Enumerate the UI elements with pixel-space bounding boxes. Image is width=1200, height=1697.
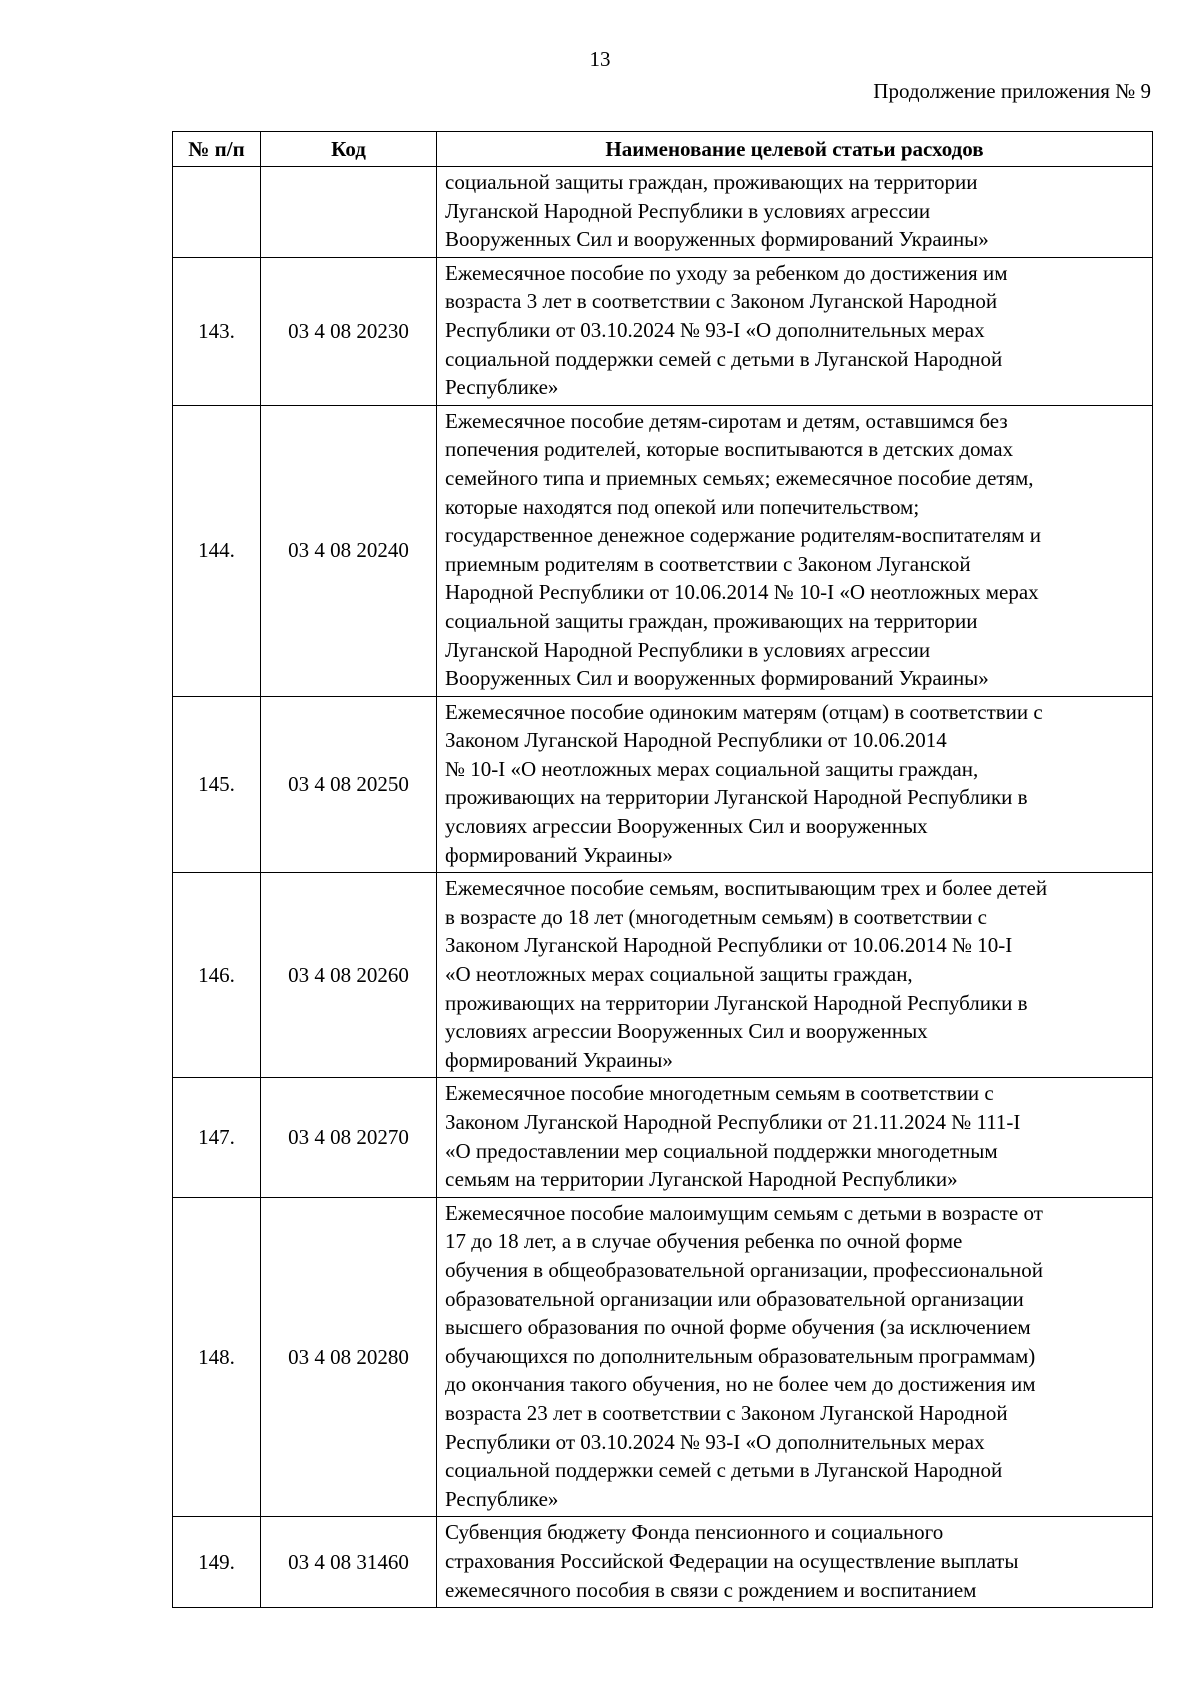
description-line: до окончания такого обучения, но не более чем до достижения им — [445, 1372, 1036, 1397]
description-line: «О предоставлении мер социальной поддержки многодетным — [445, 1138, 998, 1163]
table-body — [173, 167, 1153, 1608]
description-line: Народной Республики от 10.06.2014 № 10-I «О неотложных мерах — [445, 580, 1039, 605]
appendix-continuation-label: Продолжение приложения № 9 — [873, 79, 1151, 103]
page-number: 13 — [589, 47, 611, 71]
table-row — [173, 257, 1153, 405]
description-line: страхования Российской Федерации на осуществление выплаты — [445, 1548, 1019, 1573]
description-line: Ежемесячное пособие малоимущим семьям с детьми в возрасте от — [445, 1200, 1043, 1225]
table-row — [173, 405, 1153, 696]
description-line: семьям на территории Луганской Народной Республики» — [445, 1167, 958, 1192]
description-line: приемным родителям в соответствии с Законом Луганской — [445, 551, 971, 576]
row-description — [437, 873, 1153, 1078]
description-line: образовательной организации или образовательной организации — [445, 1286, 1024, 1311]
description-line: Законом Луганской Народной Республики от 10.06.2014 — [445, 728, 947, 753]
description-line: Республике» — [445, 375, 559, 400]
description-line: возраста 3 лет в соответствии с Законом Луганской Народной — [445, 289, 998, 314]
description-line: которые находятся под опекой или попечительством; — [445, 494, 920, 519]
row-number: 146. — [173, 873, 261, 1078]
description-line: Республике» — [445, 1486, 559, 1511]
description-line: Законом Луганской Народной Республики от 10.06.2014 № 10-I — [445, 933, 1013, 958]
description-line: высшего образования по очной форме обучения (за исключением — [445, 1315, 1031, 1340]
description-line: обучающихся по дополнительным образовательным программам) — [445, 1343, 1036, 1368]
description-line: социальной поддержки семей с детьми в Луганской Народной — [445, 1458, 1003, 1483]
description-line: формирований Украины» — [445, 1047, 673, 1072]
row-number: 145. — [173, 696, 261, 873]
description-line: обучения в общеобразовательной организации, профессиональной — [445, 1257, 1043, 1282]
row-description — [437, 405, 1153, 696]
budget-items-table — [172, 131, 1153, 1608]
description-line: Ежемесячное пособие одиноким матерям (отцам) в соответствии с — [445, 699, 1043, 724]
description-line: в возрасте до 18 лет (многодетным семьям) в соответствии с — [445, 904, 987, 929]
row-number — [173, 167, 261, 258]
row-number: 147. — [173, 1078, 261, 1197]
description-line: Республики от 03.10.2024 № 93-I «О дополнительных мерах — [445, 317, 985, 342]
description-line: проживающих на территории Луганской Народной Республики в — [445, 990, 1028, 1015]
description-line: Ежемесячное пособие детям-сиротам и детям, оставшимся без — [445, 408, 1008, 433]
row-code: 03 4 08 20250 — [261, 696, 437, 873]
description-line: попечения родителей, которые воспитываются в детских домах — [445, 437, 1014, 462]
description-line: семейного типа и приемных семьях; ежемесячное пособие детям, — [445, 465, 1034, 490]
description-line: Законом Луганской Народной Республики от 21.11.2024 № 111-I — [445, 1110, 1021, 1134]
row-description — [437, 1517, 1153, 1608]
description-line: социальной поддержки семей с детьми в Луганской Народной — [445, 346, 1003, 371]
table-row — [173, 167, 1153, 258]
description-line: 17 до 18 лет, а в случае обучения ребенка по очной форме — [445, 1229, 963, 1254]
row-code: 03 4 08 20230 — [261, 257, 437, 405]
table-header-row — [173, 132, 1153, 167]
row-code: 03 4 08 31460 — [261, 1517, 437, 1608]
row-code: 03 4 08 20260 — [261, 873, 437, 1078]
description-line: Ежемесячное пособие многодетным семьям в соответствии с — [445, 1081, 994, 1106]
description-line: Субвенция бюджету Фонда пенсионного и социального — [445, 1520, 944, 1545]
table-row — [173, 1517, 1153, 1608]
row-number: 143. — [173, 257, 261, 405]
description-line: Республики от 03.10.2024 № 93-I «О дополнительных мерах — [445, 1429, 985, 1454]
description-line: проживающих на территории Луганской Народной Республики в — [445, 785, 1028, 810]
description-line: Луганской Народной Республики в условиях агрессии — [445, 637, 931, 662]
description-line: Луганской Народной Республики в условиях агрессии — [445, 198, 931, 223]
row-description — [437, 257, 1153, 405]
row-description — [437, 167, 1153, 258]
column-header-name: Наименование целевой статьи расходов — [437, 132, 1153, 167]
description-line: Вооруженных Сил и вооруженных формирований Украины» — [445, 227, 989, 252]
description-line: формирований Украины» — [445, 842, 673, 867]
row-description — [437, 696, 1153, 873]
row-description — [437, 1197, 1153, 1517]
column-header-code: Код — [261, 132, 437, 167]
row-code: 03 4 08 20270 — [261, 1078, 437, 1197]
description-line: условиях агрессии Вооруженных Сил и вооруженных — [445, 814, 928, 839]
description-line: «О неотложных мерах социальной защиты граждан, — [445, 962, 913, 987]
row-number: 149. — [173, 1517, 261, 1608]
description-line: № 10-I «О неотложных мерах социальной защиты граждан, — [445, 756, 979, 781]
description-line: ежемесячного пособия в связи с рождением и воспитанием — [445, 1577, 977, 1602]
table-row — [173, 873, 1153, 1078]
table-row — [173, 1197, 1153, 1517]
row-code — [261, 167, 437, 258]
description-line: возраста 23 лет в соответствии с Законом Луганской Народной — [445, 1400, 1008, 1425]
table-row — [173, 1078, 1153, 1197]
description-line: Ежемесячное пособие по уходу за ребенком до достижения им — [445, 260, 1008, 285]
row-description — [437, 1078, 1153, 1197]
table-row — [173, 696, 1153, 873]
description-line: Ежемесячное пособие семьям, воспитывающим трех и более детей — [445, 876, 1048, 901]
description-line: социальной защиты граждан, проживающих на территории — [445, 608, 978, 633]
row-number: 144. — [173, 405, 261, 696]
row-number: 148. — [173, 1197, 261, 1517]
row-code: 03 4 08 20240 — [261, 405, 437, 696]
description-line: государственное денежное содержание родителям-воспитателям и — [445, 523, 1041, 548]
column-header-number: № п/п — [173, 132, 261, 167]
description-line: Вооруженных Сил и вооруженных формирований Украины» — [445, 666, 989, 691]
description-line: условиях агрессии Вооруженных Сил и вооруженных — [445, 1019, 928, 1044]
row-code: 03 4 08 20280 — [261, 1197, 437, 1517]
description-line: социальной защиты граждан, проживающих на территории — [445, 170, 978, 194]
